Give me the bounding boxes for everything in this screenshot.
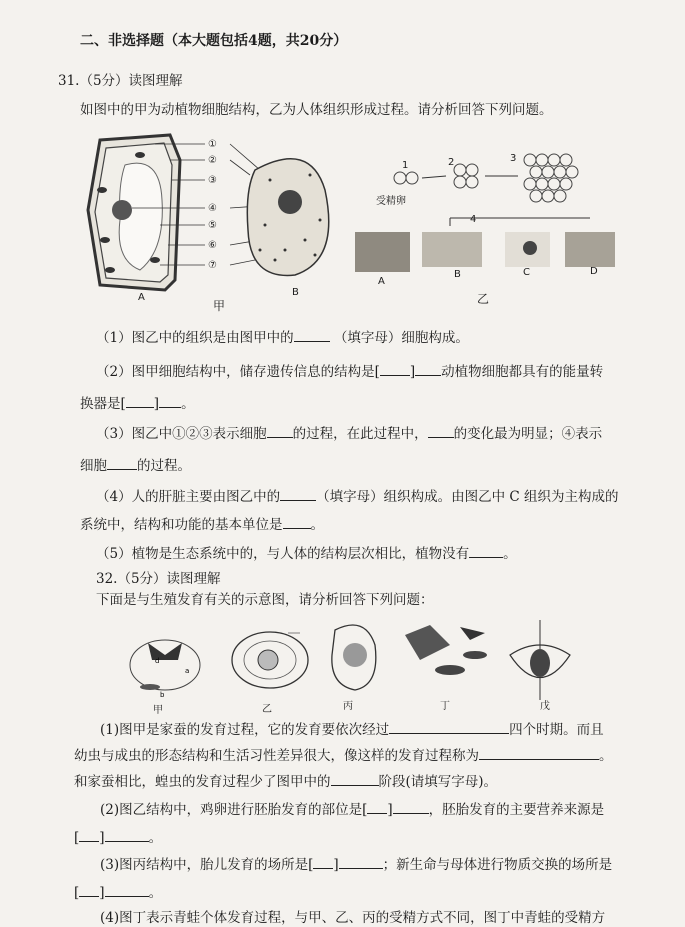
tissue-c-label: C [523, 267, 530, 278]
tissue-a-label: A [378, 276, 385, 287]
figure-yi-caption: 乙 [477, 292, 490, 306]
q31-part4-period: 。 [310, 517, 324, 533]
diagram-egg [232, 632, 308, 688]
q31-part2-text: （2）图甲细胞结构中，储存遗传信息的结构是[ [96, 364, 380, 380]
answer-blank[interactable] [283, 514, 311, 529]
arrow [422, 176, 446, 178]
figure-jia-caption: 甲 [213, 299, 226, 313]
fig32-caption-wu: 戊 [540, 701, 550, 712]
q31-part2-text-d: 换器是[ [80, 396, 126, 412]
q31-part5 [96, 543, 517, 563]
diagram-frog-cycle [405, 625, 487, 675]
q32-part2-bracket-close: ] [99, 830, 105, 846]
q31-part2-bracket-e: ] [153, 396, 160, 412]
diagram-uterus [332, 625, 376, 690]
tissue-b-label: B [454, 269, 461, 280]
chloroplast [150, 257, 160, 263]
answer-blank[interactable] [389, 719, 509, 734]
q31-part4-cont [80, 514, 324, 534]
answer-blank[interactable] [380, 361, 410, 376]
q32-part3 [100, 854, 612, 874]
chloroplast [105, 267, 115, 273]
diagram-flower [510, 620, 570, 700]
q32-part4: (4)图丁表示青蛙个体发育过程，与甲、乙、丙的受精方式不同，图丁中青蛙的受精方 [100, 910, 606, 926]
q32-part1-text: (1)图甲是家蚕的发育过程，它的发育要依次经过 [100, 722, 390, 738]
section-title: 二、非选择题（本大题包括4题，共20分） [80, 33, 348, 49]
q32-part1-period: 。 [599, 748, 613, 764]
svg-text:b: b [160, 691, 165, 699]
label-5: ⑤ [208, 220, 217, 231]
tissue-d-image [565, 232, 615, 267]
q32-part3-bracket: ] [333, 857, 339, 873]
q31-part2-text-c: 动植物细胞都具有的能量转 [441, 364, 604, 380]
answer-blank[interactable] [126, 393, 154, 408]
answer-blank[interactable] [479, 745, 599, 760]
figure-yi-tissues [350, 140, 620, 290]
q31-part4 [96, 486, 619, 506]
q31-part5-text: （5）植物是生态系统中的，与人体的结构层次相比，植物没有 [96, 546, 470, 562]
q31-part5-period: 。 [503, 546, 517, 562]
q31-part1-text-b: （填字母）细胞构成。 [333, 330, 469, 346]
q31-part3-text-b: 的过程，在此过程中， [292, 426, 428, 442]
tissue-d-label: D [590, 266, 598, 277]
q32-part3-period: 。 [148, 885, 163, 901]
step-2: 2 [448, 157, 455, 168]
chloroplast [100, 237, 110, 243]
q32-part2-bracket: ] [387, 802, 393, 818]
q31-part1-text: （1）图乙中的组织是由图甲中的 [96, 330, 294, 346]
chloroplast [135, 152, 145, 158]
answer-blank[interactable] [159, 393, 181, 408]
q32-part2-bracket-open: [ [74, 830, 80, 846]
label-7: ⑦ [208, 260, 217, 271]
q32-part3-cont [74, 882, 162, 902]
answer-blank[interactable] [415, 361, 441, 376]
answer-blank[interactable] [105, 882, 149, 897]
plant-nucleus [112, 200, 132, 220]
animal-cell [247, 159, 328, 276]
label-1: ① [208, 139, 217, 150]
step-3: 3 [510, 153, 517, 164]
figure-q32-reproduction [120, 615, 610, 710]
svg-text:a: a [185, 667, 190, 675]
answer-blank[interactable] [79, 882, 99, 897]
q32-heading: 32.（5分）读图理解 [96, 571, 221, 587]
q31-heading: 31.（5分）读图理解 [58, 73, 183, 89]
fertilized-egg-label: 受精卵 [376, 196, 406, 207]
plant-cell-label: A [138, 292, 145, 303]
q31-part2-bracket: ] [409, 364, 416, 380]
q31-part2-cont [80, 393, 195, 413]
step-1: 1 [402, 160, 409, 171]
chloroplast [97, 187, 107, 193]
label-4: ④ [208, 203, 217, 214]
q31-part4-text-b: （填字母）组织构成。由图乙中 C 组织为主构成的 [316, 489, 619, 505]
animal-nucleus [278, 190, 302, 214]
label-3: ③ [208, 175, 217, 186]
step-4: 4 [470, 214, 477, 225]
q32-part2-text-c: ，胚胎发育的主要营养来源是 [428, 802, 605, 818]
answer-blank[interactable] [294, 327, 330, 342]
q31-part3-text: （3）图乙中①②③表示细胞 [96, 426, 267, 442]
answer-blank[interactable] [79, 827, 99, 842]
q32-part1-text-e: 和家蚕相比，蝗虫的发育过程少了图甲中的 [74, 774, 331, 790]
q31-part3 [96, 423, 602, 443]
answer-blank[interactable] [280, 486, 316, 501]
answer-blank[interactable] [107, 455, 137, 470]
q31-part1 [96, 327, 469, 347]
q32-part3-text-c: ；新生命与母体进行物质交换的场所是 [382, 857, 613, 873]
answer-blank[interactable] [313, 854, 333, 869]
label-6: ⑥ [208, 240, 217, 251]
q32-part3-text: (3)图丙结构中，胎儿发育的场所是[ [100, 857, 314, 873]
q32-part1-cont [74, 745, 613, 765]
q31-part3-text-d: 细胞 [80, 458, 107, 474]
fig32-caption-ding: 丁 [440, 701, 450, 712]
answer-blank[interactable] [469, 543, 503, 558]
q31-part4-text: （4）人的肝脏主要由图乙中的 [96, 489, 281, 505]
answer-blank[interactable] [367, 799, 387, 814]
q31-part3-cont [80, 455, 191, 475]
q32-part1-cont2 [74, 771, 497, 791]
q31-part3-text-c: 的变化最为明显；④表示 [453, 426, 603, 442]
q32-part1-text-b: 四个时期。而且 [509, 722, 604, 738]
diagram-silkworm-cycle [130, 640, 200, 699]
q32-part3-bracket-open: [ [74, 885, 80, 901]
q31-part4-text-c: 系统中，结构和功能的基本单位是 [80, 517, 283, 533]
q32-intro: 下面是与生殖发育有关的示意图，请分析回答下列问题： [96, 592, 434, 608]
q31-part2 [96, 361, 603, 381]
tissue-b-image [422, 232, 482, 267]
q32-part1-text-c: 幼虫与成虫的形态结构和生活习性差异很大，像这样的发育过程称为 [74, 748, 479, 764]
q32-part1-text-f: 阶段(请填写字母)。 [378, 774, 498, 790]
q32-part2-period: 。 [148, 830, 163, 846]
q32-part2-text: (2)图乙结构中，鸡卵进行胚胎发育的部位是[ [100, 802, 368, 818]
answer-blank[interactable] [267, 423, 293, 438]
tissue-a-image [355, 232, 410, 272]
figure-jia-cells [80, 130, 360, 320]
fig32-caption-jia: 甲 [153, 705, 163, 716]
answer-blank[interactable] [105, 827, 149, 842]
svg-text:d: d [155, 657, 160, 665]
answer-blank[interactable] [428, 423, 454, 438]
fig32-caption-yi: 乙 [262, 704, 272, 715]
label-2: ② [208, 155, 217, 166]
answer-blank[interactable] [339, 854, 383, 869]
q32-part2-cont [74, 827, 162, 847]
animal-cell-label: B [292, 287, 299, 298]
q31-part2-period: 。 [181, 396, 195, 412]
answer-blank[interactable] [331, 771, 379, 786]
q32-part1 [100, 719, 604, 739]
fig32-caption-bing: 丙 [343, 701, 353, 712]
q32-part3-bracket-close: ] [99, 885, 105, 901]
answer-blank[interactable] [393, 799, 429, 814]
q31-part3-text-e: 的过程。 [137, 458, 191, 474]
q32-part2 [100, 799, 604, 819]
q31-intro: 如图中的甲为动植物细胞结构，乙为人体组织形成过程。请分析回答下列问题。 [80, 102, 553, 118]
